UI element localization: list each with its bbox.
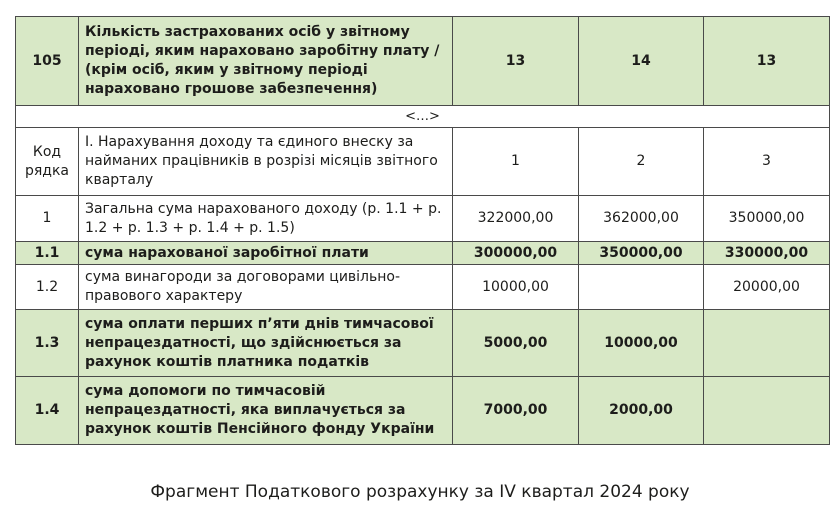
month-1-value: 7000,00 xyxy=(453,377,579,445)
month-3-value xyxy=(704,377,830,445)
figure-caption: Фрагмент Податкового розрахунку за IV квартал 2024 року xyxy=(150,482,690,502)
month-1-header: 1 xyxy=(453,128,579,196)
month-1-value: 10000,00 xyxy=(453,265,579,310)
row-name: сума допомоги по тимчасовій непрацездатності, яка виплачується за рахунок коштів Пенсійного фонду України xyxy=(79,377,453,445)
month-2-value: 362000,00 xyxy=(579,196,704,242)
month-3-header: 3 xyxy=(704,128,830,196)
row-code: 1.1 xyxy=(16,242,79,265)
month-2-value: 14 xyxy=(579,17,704,106)
row-code: 1.2 xyxy=(16,265,79,310)
table-row-1-1 xyxy=(16,242,830,265)
row-code: 1.4 xyxy=(16,377,79,445)
row-code: 1.3 xyxy=(16,310,79,377)
table-header-row xyxy=(16,128,830,196)
row-code: 105 xyxy=(16,17,79,106)
month-3-value: 350000,00 xyxy=(704,196,830,242)
omitted-rows-marker: <…> xyxy=(16,106,830,128)
table-row-1-2 xyxy=(16,265,830,310)
table-row-1-4 xyxy=(16,377,830,445)
row-name: Загальна сума нарахованого доходу (р. 1.1 + р. 1.2 + р. 1.3 + р. 1.4 + р. 1.5) xyxy=(79,196,453,242)
month-3-value: 13 xyxy=(704,17,830,106)
month-3-value: 330000,00 xyxy=(704,242,830,265)
month-3-value: 20000,00 xyxy=(704,265,830,310)
row-name: сума нарахованої заробітної плати xyxy=(79,242,453,265)
month-1-value: 322000,00 xyxy=(453,196,579,242)
month-1-value: 5000,00 xyxy=(453,310,579,377)
row-name: сума оплати перших п’яти днів тимчасової непрацездатності, що здійснюється за рахунок коштів платника податків xyxy=(79,310,453,377)
month-2-value: 350000,00 xyxy=(579,242,704,265)
month-2-value: 10000,00 xyxy=(579,310,704,377)
month-2-header: 2 xyxy=(579,128,704,196)
table-row-1 xyxy=(16,196,830,242)
month-1-value: 300000,00 xyxy=(453,242,579,265)
table-row-1-3 xyxy=(16,310,830,377)
row-name: Кількість застрахованих осіб у звітному періоді, яким нараховано заробітну плату / (крім осіб, яким у звітному періоді нараховано грошове забезпечення) xyxy=(79,17,453,106)
month-1-value: 13 xyxy=(453,17,579,106)
row-code-header: Код рядка xyxy=(16,128,79,196)
table-row-105 xyxy=(16,17,830,106)
tax-report-table xyxy=(15,16,830,445)
month-2-value: 2000,00 xyxy=(579,377,704,445)
table-row-ellipsis xyxy=(16,106,830,128)
section-title: І. Нарахування доходу та єдиного внеску за найманих працівників в розрізі місяців звітного кварталу xyxy=(79,128,453,196)
row-code: 1 xyxy=(16,196,79,242)
month-2-value xyxy=(579,265,704,310)
month-3-value xyxy=(704,310,830,377)
row-name: сума винагороди за договорами цивільно-правового характеру xyxy=(79,265,453,310)
